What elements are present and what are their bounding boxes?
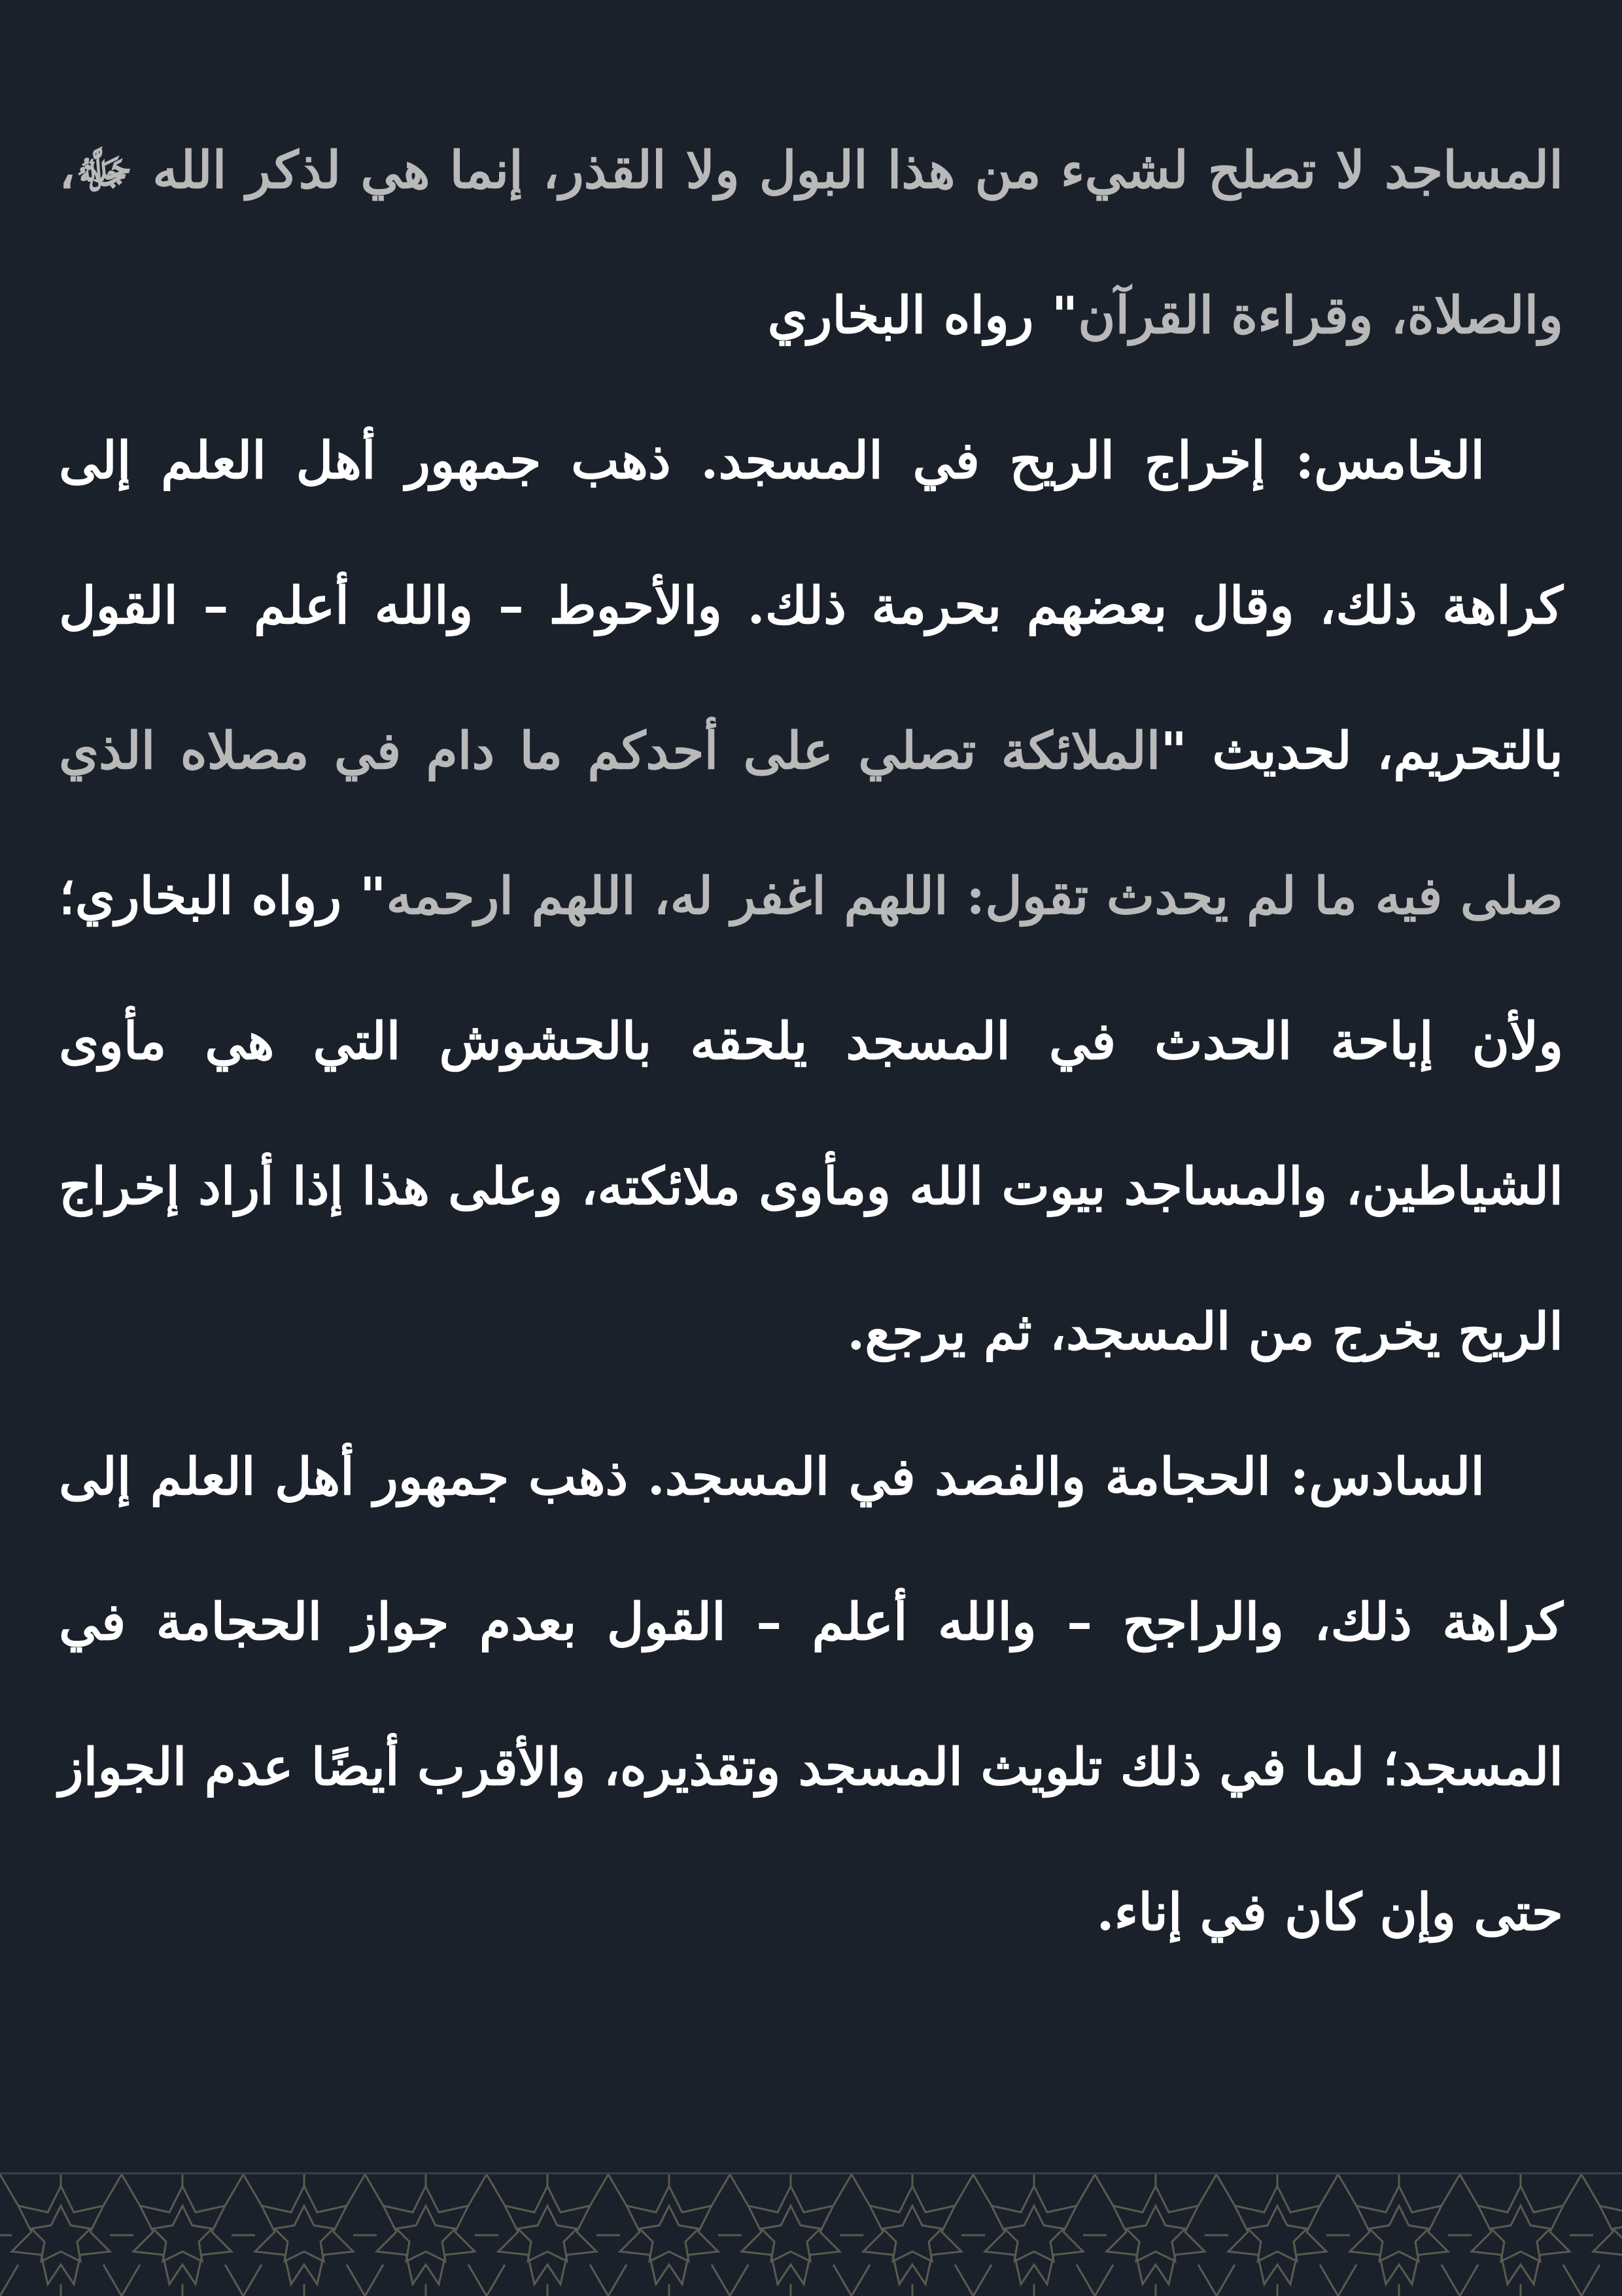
geometric-pattern-ornament [0,2174,1622,2296]
hadith-quote: الملائكة تصلي على أحدكم ما دام في مصلاه الذي صلى فيه ما لم يحدث تقول: اللهم اغفر له، اللهم ارحمه [59,721,1563,926]
fifth-ruling-text: الخامس: إخراج الريح في المسجد. ذهب جمهور أهل العلم إلى كراهة ذلك، وقال بعضهم بحرمة ذلك. والأحوط – والله أعلم – القول بالتحريم، لحديث " [59,431,1564,781]
paragraph-hadith-end [59,98,1563,388]
hadith-quote: المساجد لا تصلح لشيء من هذا البول ولا القذر، إنما هي لذكر الله ﷻ، والصلاة، وقراءة القرآن [59,141,1563,345]
ornamental-footer-band [0,2172,1622,2296]
fifth-ruling-continuation: " رواه البخاري؛ ولأن إباحة الحدث في المسجد يلحقه بالحشوش التي هي مأوى الشياطين، والمساجد بيوت الله ومأوى ملائكته، وعلى هذا إذا أراد إخراج الريح يخرج من المسجد، ثم يرجع. [59,866,1563,1362]
hadith-source: " رواه البخاري [767,286,1078,345]
sixth-ruling-text: السادس: الحجامة والفصد في المسجد. ذهب جمهور أهل العلم إلى كراهة ذلك، والراجح – والله أعلم – القول بعدم جواز الحجامة في المسجد؛ لما في ذلك تلويث المسجد وتقذيره، والأقرب أيضًا عدم الجواز حتى وإن كان في إناء. [59,1447,1564,1942]
document-body [59,98,1563,1985]
paragraph-sixth-ruling [59,1405,1563,1985]
paragraph-fifth-ruling [59,388,1563,1405]
